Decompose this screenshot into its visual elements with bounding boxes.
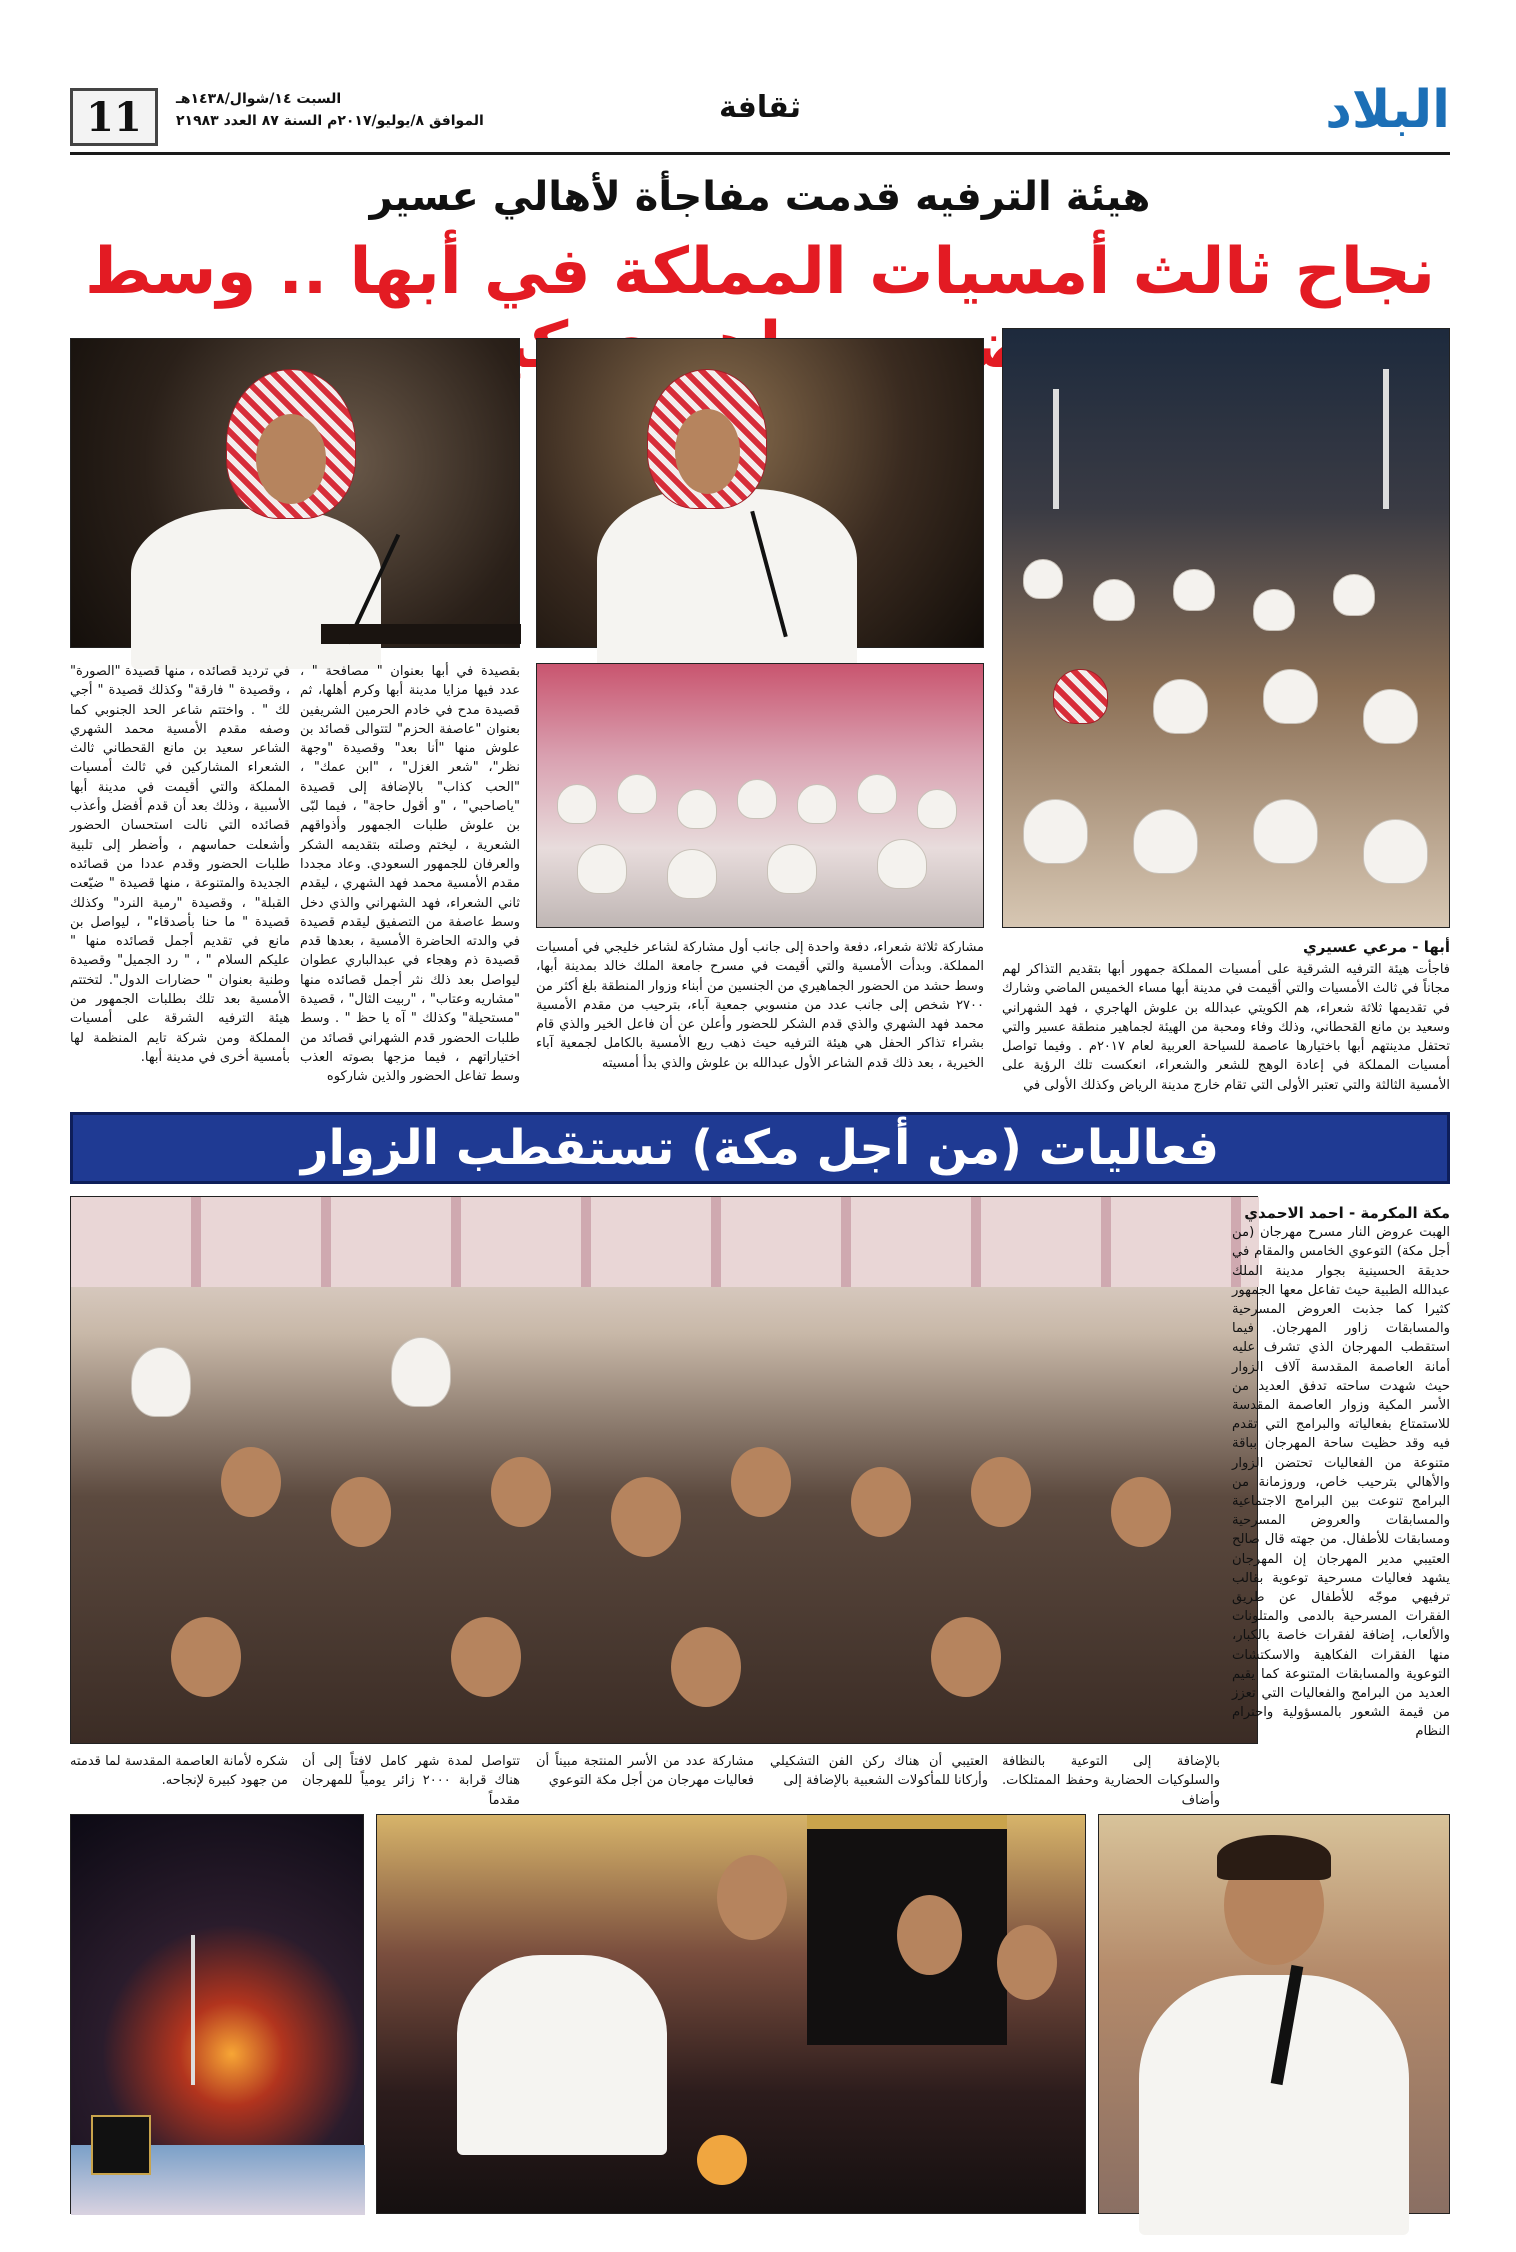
photo-poet-1 (70, 338, 520, 648)
photo-boy-microphone (1098, 1814, 1450, 2214)
photo-crowd-hall (536, 663, 984, 928)
story2-bottom-column-4 (302, 1752, 520, 1808)
story2-side-column (1232, 1204, 1450, 1744)
story2-bottom-text-1: بالإضافة إلى التوعية بالنظافة والسلوكيات الحضارية وحفظ الممتلكات. وأضاف (1002, 1754, 1220, 1808)
photo-fire-show (70, 1814, 364, 2214)
story1-kicker: هيئة الترفيه قدمت مفاجأة لأهالي عسير (369, 174, 1151, 220)
issue-date-gregorian: الموافق ٨/يوليو/٢٠١٧م السنة ٨٧ العدد ٢١٩٨٣ (176, 113, 484, 129)
story1-column-2 (536, 938, 984, 1100)
story2-bottom-text-4: تتواصل لمدة شهر كامل لافتاً إلى أن هناك قرابة ٢٠٠٠ زائر يومياً للمهرجان مقدماً (302, 1754, 520, 1808)
story2-bottom-column-1 (1002, 1752, 1220, 1808)
story1-column-1 (1002, 960, 1450, 1100)
story2-side-text: الهبت عروض النار مسرح مهرجان (من أجل مكة) التوعوي الخامس والمقام في حديقة الحسينية بجوار مدينة الملك عبدالله الطبية حيث تفاعل معها الجمهور كثيرا كما جذبت العروض المسرحية والمسابقات زاور المهرجان. فيما استقطب المهرجان الذي تشرف عليه أمانة العاصمة المقدسة آلاف الزوار حيث شهدت ساحته تدفق العديد من الأسر المكية وزوار العاصمة المقدسة للاستمتاع بفعالياته والبرامج التي تقدم فيه وقد حظيت ساحة المهرجان بباقة متنوعة من الفعاليات تحتضن الزوار والأهالي بترحيب خاص، وروزمانة من البرامج تنوعت بين البرامج الاجتماعية والمسابقات والعروض المسرحية ومسابقات للأطفال. من جهته قال صالح العتيبي مدير المهرجان إن المهرجان يشهد فعاليات مسرحية توعوية بقالب ترفيهي موجّه للأطفال عن طريق الفقرات المسرحية بالدمى والمتلونات والألعاب، إضافة لفقرات خاصة بالكبار، منها الفقرات الفكاهية والاسكتشات التوعوية والمسابقات المتنوعة كما يقيم العديد من البرامج والفعاليات التي تعزز من قيمة الشعور بالمسؤولية واحترام النظام (1232, 1225, 1450, 1740)
story2-bottom-text-5: شكره لأمانة العاصمة المقدسة لما قدمته من جهود كبيرة لإنجاحه. (70, 1754, 288, 1789)
story2-banner-headline: فعاليات (من أجل مكة) تستقطب الزوار (300, 1120, 1220, 1176)
story2-bottom-column-2 (770, 1752, 988, 1796)
story2-dateline: مكة المكرمة - احمد الاحمدي (1244, 1204, 1450, 1222)
story1-column-4-text: في ترديد قصائده ، منها قصيدة "الصورة" ، وقصيدة " فارقة" وكذلك قصيدة " أجي لك " . واختتم شاعر الحد الجنوبي كما وصفه مقدم الأمسية محمد الشهري الشاعر سعيد بن مانع القحطاني ثالث الشعراء المشاركين في ثالث أمسيات المملكة والتي أقيمت في مدينة أبها الأسبية ، وذلك بعد أن قدم أفضل وأعذب قصائده التي نالت استحسان الحضور وأشعلت حماسهم ، وأضطر إلى تلبية طلبات الحضور وقدم عددا من قصائده الجديدة والمتنوعة ، منها قصيدة " ضيّعت القبلة" ، وقصيدة "رمية النرد" وكذلك قصيدة " ما حنا بأصدقاء" ، ليواصل بن مانع في تقديم أجمل قصائده منها " عليكم السلام " ، " رد الجميل" وقصيدة وطنية بعنوان " حضارات الدول". لتختتم الأمسية بعد تلك بطلبات الجمهور من هيئة الترفيه الشرقة على أمسيات المملكة ومن شركة تايم المنظمة لها بأمسية أخرى في مدينة أبها. (70, 664, 290, 1065)
newspaper-logo: البلاد (1325, 80, 1450, 140)
story1-column-3 (300, 662, 520, 1100)
photo-festival-audience (70, 1196, 1258, 1744)
story1-dateline: أبها - مرعي عسيري (1303, 938, 1450, 956)
story2-bottom-text-3: مشاركة عدد من الأسر المنتجة مبيناً أن فعاليات مهرجان من أجل مكة التوعوي (536, 1754, 754, 1789)
story2-bottom-text-2: العتيبي أن هناك ركن الفن التشكيلي وأركانا للمأكولات الشعبية بالإضافة إلى (770, 1754, 988, 1789)
photo-kaaba-stage (376, 1814, 1086, 2214)
story1-column-2-text: مشاركة ثلاثة شعراء، دفعة واحدة إلى جانب أول مشاركة لشاعر خليجي في أمسيات المملكة. وبدأت الأمسية والتي أقيمت في مسرح جامعة الملك خالد بمدينة أبها، وسط حشد من الحضور الجماهيري من الجنسين من أبناء وزوار المنطقة بلغ أكثر من ٢٧٠٠ شخص إلى جانب عدد من منسوبي جمعية آباء، بترحيب من مقدم الأمسية محمد فهد الشهري والذي قدم الشكر للحضور وأعلن عن أن فاعل الخير والذي قام بشراء تذاكر الحفل هي هيئة الترفيه حيث ذهب ريع الأمسية بالكامل لجمعية آباء الخيرية ، بعد ذلك قدم الشاعر الأول عبدالله بن علوش والذي بدأ أمسيته (536, 940, 984, 1071)
photo-poet-2 (536, 338, 984, 648)
story1-column-3-text: بقصيدة في أبها بعنوان " مصافحة " ، عدد فيها مزايا مدينة أبها وكرم أهلها، ثم قصيدة مدح في خادم الحرمين الشريفين بعنوان "عاصفة الحزم" لتتوالى قصائد بن علوش منها "أنا بعد" وقصيدة "وجهة نظر"، "شعر الغزل" ، "ابن عمك" ، "الحب كذاب" بالإضافة إلى قصيدة "ياصاحبي" ، "و أقول حاجة" ، فيما لبّى بن علوش طلبات الجمهور وأذواقهم الشعرية ، ليختم وصلته بتقديمه الشكر والعرفان للجمهور السعودي. وعاد مجددا مقدم الأمسية محمد فهد الشهري ، ليقدم ثاني الشعراء، فهد الشهراني والذي دخل وسط عاصفة من التصفيق ليقدم قصيدة في والدته الحاضرة الأمسية ، بعدها قدم قصيدة ذم وهجاء في عبدالباري عطوان ليواصل بعد ذلك نثر أجمل قصائده منها "مشاريه وعتاب" ، "ربيت الثال" ، قصيدة "مستحيلة" وكذلك " آه يا حظ " . وسط طلبات الحضور قدم الشهراني قصائد من اختياراتهم ، فيما مزجها بصوته العذب وسط تفاعل الحضور والذين شاركوه (300, 664, 520, 1085)
story2-bottom-column-3 (536, 1752, 754, 1796)
issue-dateline (176, 88, 506, 132)
section-label: ثقافة (719, 90, 801, 125)
page-number: 11 (70, 88, 158, 146)
story1-column-4 (70, 662, 290, 1100)
photo-outdoor-crowd (1002, 328, 1450, 928)
header-divider (70, 152, 1450, 155)
story2-bottom-column-5 (70, 1752, 288, 1796)
issue-date-hijri: السبت ١٤/شوال/١٤٣٨هـ (176, 91, 342, 107)
story1-column-1-text: فاجأت هيئة الترفيه الشرقية على أمسيات المملكة جمهور أبها بتقديم التذاكر لهم مجاناً في ثالث الأمسيات والتي أقيمت في مدينة أبها مساء الخميس الماضي وشارك في تقديمها ثلاثة شعراء، هم الكويتي عبدالله بن علوش الهاجري ، فهد الشهراني وسعيد بن مانع القحطاني، وذلك وفاء ومحبة من الهيئة لجماهير منطقة عسير والتي تحتفل مدينتهم أبها باختيارها عاصمة للسياحة العربية لعام ٢٠١٧م . وفيما تواصل أمسيات المملكة في إعادة الوهج للشعر والشعراء، انعكست تلك الرؤية على الأمسية الثالثة والتي تعتبر الأولى التي تقام خارج مدينة الرياض وكذلك الأولى في (1002, 962, 1450, 1093)
story1-headline: نجاح ثالث أمسيات المملكة في أبها .. وسط حضور (85, 235, 1435, 383)
